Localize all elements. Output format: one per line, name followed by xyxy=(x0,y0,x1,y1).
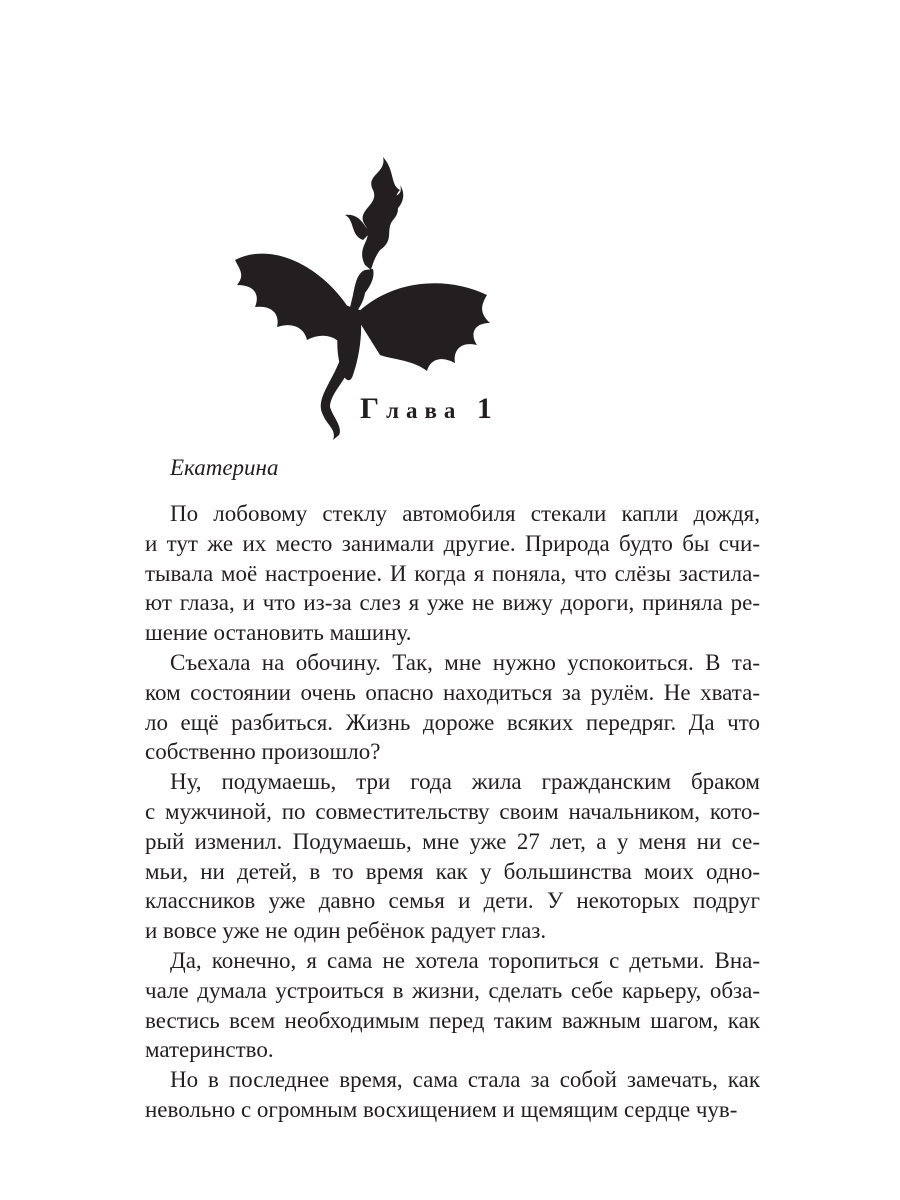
text-line: материнство. xyxy=(145,1037,274,1063)
paragraph xyxy=(145,946,760,1065)
text-line: чале думала устроиться в жизни, сделать себе карьеру, обза- xyxy=(145,977,760,1003)
text-line: ло ещё разбиться. Жизнь дороже всяких передряг. Да что xyxy=(145,709,760,735)
text-line: невольно с огромным восхищением и щемящим сердце чув- xyxy=(145,1096,738,1122)
body-text xyxy=(145,499,760,1125)
chapter-title xyxy=(360,392,499,426)
text-line: вестись всем необходимым перед таким важным шагом, как xyxy=(145,1007,760,1033)
paragraph xyxy=(145,767,760,946)
paragraph xyxy=(145,499,760,648)
text-line: и тут же их место занимали другие. Природа будто бы счи- xyxy=(145,530,760,556)
text-line: Ну, подумаешь, три года жила гражданским браком xyxy=(170,769,760,795)
pov-heading: Екатерина xyxy=(170,455,279,480)
text-line: ком состоянии очень опасно находиться за рулём. Не хвата- xyxy=(145,679,760,705)
text-line: мьи, ни детей, в то время как у большинства моих одно- xyxy=(145,858,760,884)
chapter-word-initial: Г xyxy=(360,392,387,425)
paragraph xyxy=(145,1065,760,1125)
text-line: и вовсе уже не один ребёнок радует глаз. xyxy=(145,918,547,944)
text-line: Но в последнее время, сама стала за собой замечать, как xyxy=(170,1067,760,1093)
text-line: классников уже давно семья и дети. У некоторых подруг xyxy=(145,888,760,914)
text-line: По лобовому стеклу автомобиля стекали капли дождя, xyxy=(170,501,760,526)
text-line: шение остановить машину. xyxy=(145,620,412,646)
text-line: с мужчиной, по совместительству своим начальником, кото- xyxy=(145,798,760,824)
text-line: Съехала на обочину. Так, мне нужно успокоиться. В та- xyxy=(170,649,760,675)
text-line: собственно произошло? xyxy=(145,739,381,765)
chapter-number: 1 xyxy=(476,392,499,425)
text-line: рый изменил. Подумаешь, мне уже 27 лет, а у меня ни се- xyxy=(145,828,760,854)
text-line: тывала моё настроение. И когда я поняла, что слёзы застила- xyxy=(145,560,760,586)
text-line: ют глаза, и что из-за слез я уже не вижу дороги, приняла ре- xyxy=(145,590,760,616)
text-line: Да, конечно, я сама не хотела торопиться с детьми. Вна- xyxy=(170,947,760,973)
paragraph xyxy=(145,648,760,767)
chapter-word-rest: лава xyxy=(386,398,463,423)
